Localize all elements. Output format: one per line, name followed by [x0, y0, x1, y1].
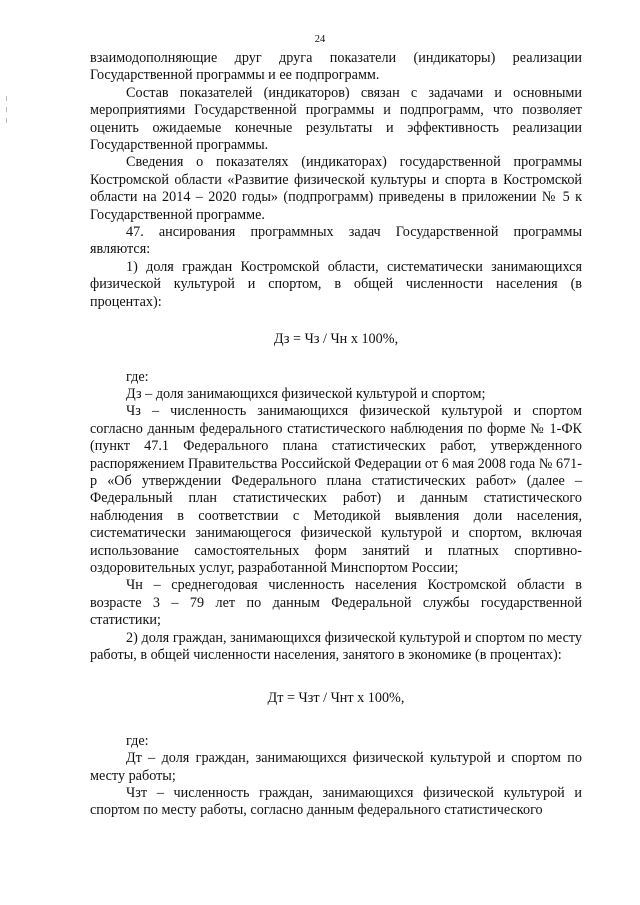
where-label: где: — [126, 732, 149, 749]
definition: Дз – доля занимающихся физической культурой и спортом; — [126, 385, 486, 402]
page-number: 24 — [314, 34, 326, 45]
definition: Дт – доля граждан, занимающихся физической культурой и спортом по месту работы; — [90, 750, 582, 784]
paragraph: 1) доля граждан Костромской области, систематически занимающихся физической культурой и спортом, в общей численности населения (в процентах): — [90, 258, 582, 310]
paragraph: взаимодополняющие друг друга показатели (индикаторы) реализации Государственной программы и ее подпрограмм. — [90, 50, 582, 84]
formula: Дт = Чзт / Чнт х 100%, — [267, 690, 405, 707]
binding-mark — [6, 96, 7, 101]
paragraph: Сведения о показателях (индикаторах) государственной программы Костромской области «Развитие физической культуры и спорта в Костромской области на 2014 – 2020 годы» (подпрограмм) приведены в приложении № 5 к Государственной программе. — [90, 154, 582, 223]
definition: Чзт – численность граждан, занимающихся физической культурой и спортом по месту работы, согласно данным федерального статистического — [90, 785, 582, 819]
definition: Чн – среднегодовая численность населения Костромской области в возрасте 3 – 79 лет по данным Федеральной службы государственной статистики; — [90, 577, 582, 629]
paragraph: 47. ансирования программных задач Государственной программы являются: — [90, 224, 582, 258]
paragraph: Состав показателей (индикаторов) связан с задачами и основными мероприятиями Государственной программы и подпрограмм, что позволяет оценить ожидаемые конечные результаты и эффективность реализации Государственной программы. — [90, 84, 582, 154]
definition: Чз – численность занимающихся физической культурой и спортом согласно данным федерального статистического наблюдения по форме № 1-ФК (пункт 47.1 Федерального плана статистических работ, утвержденного распоряжением Правительства Российской Федерации от 6 мая 2008 года № 671-р «Об утверждении Федерального плана статистических работ» (далее – Федеральный план статистических работ) и данным статистического наблюдения в соответствии с Методикой выявления доли населения, систематически занимающегося физической культурой и спортом, включая использование самостоятельных форм занятий и платных спортивно-оздоровительных услуг, разработанной Минспортом России; — [90, 403, 582, 576]
formula: Дз = Чз / Чн х 100%, — [273, 331, 399, 348]
document-body — [90, 50, 582, 820]
binding-marks — [6, 96, 8, 136]
where-label: где: — [126, 368, 149, 385]
binding-mark — [6, 107, 7, 112]
binding-mark — [6, 118, 7, 123]
paragraph: 2) доля граждан, занимающихся физической культурой и спортом по месту работы, в общей численности населения, занятого в экономике (в процентах): — [90, 629, 582, 663]
